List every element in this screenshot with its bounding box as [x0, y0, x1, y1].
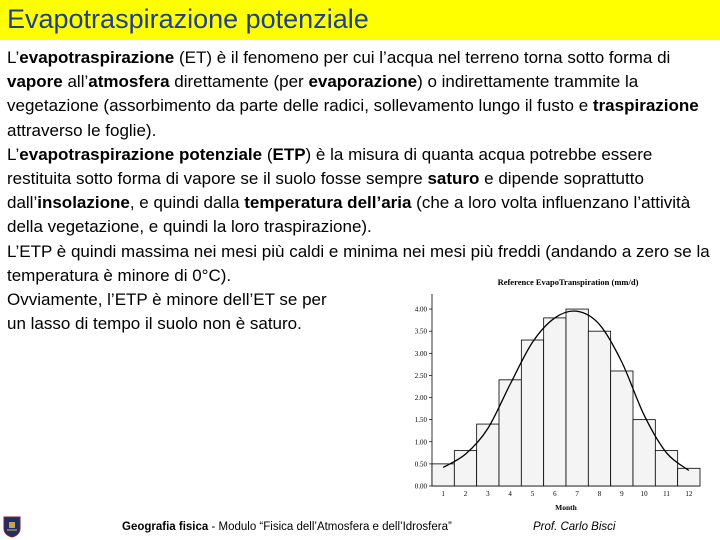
x-tick-label: 8 [597, 490, 602, 498]
bold-term: atmosfera [88, 72, 170, 92]
footer-course [122, 521, 452, 533]
y-tick-label: 3.00 [414, 349, 427, 358]
y-tick-label: 3.50 [414, 327, 427, 336]
etp-chart [400, 270, 705, 515]
bar [588, 331, 610, 486]
x-tick-label: 12 [685, 490, 693, 498]
text-run: (ET) è il fenomeno per cui l’acqua nel terreno torna sotto forma di [174, 48, 671, 67]
university-logo-icon [3, 516, 21, 538]
bold-term: vapore [7, 72, 63, 92]
footer-course-name: Geografia fisica [122, 521, 209, 533]
text-run: direttamente (per [169, 72, 309, 92]
y-tick-label: 1.50 [414, 416, 427, 425]
text-run: L’ [7, 144, 20, 164]
bar [454, 451, 476, 486]
text-run: (che a loro volta influenzano l’attività della vegetazione, e quindi la loro traspirazione). [7, 193, 691, 237]
bold-term: traspirazione [592, 96, 699, 116]
slide-title: Evapotraspirazione potenziale [7, 4, 369, 34]
paragraph [7, 46, 717, 143]
bold-term: saturo [427, 169, 480, 189]
y-tick-label: 1.00 [414, 438, 427, 447]
bold-term: evaporazione [308, 72, 418, 92]
bold-term: temperatura dell’aria [244, 193, 412, 213]
text-run: L’ [7, 48, 20, 67]
y-tick-label: 0.50 [414, 460, 427, 469]
bold-term: ETP [272, 144, 306, 164]
text-run: e dipende soprattutto dall’ [7, 169, 644, 213]
y-tick-label: 4.00 [414, 305, 427, 314]
text-run: all’ [62, 72, 89, 92]
bar [566, 309, 588, 486]
bold-term: evapotraspirazione potenziale [19, 144, 263, 164]
text-run: , e quindi dalla [129, 193, 245, 213]
bar [521, 340, 543, 486]
text-run: ( [262, 144, 273, 164]
bold-term: insolazione [37, 193, 130, 213]
title-bar [0, 0, 720, 40]
x-tick-label: 3 [486, 490, 490, 498]
x-tick-label: 7 [575, 490, 579, 498]
bold-term: evapotraspirazione [19, 48, 175, 67]
y-tick-label: 0.00 [414, 482, 427, 491]
bar [678, 468, 700, 486]
text-run: ) o indirettamente trammite la vegetazione (assorbimento da parte delle radici, sollevamento lungo il fusto e [7, 72, 639, 116]
text-run: L’ETP è quindi massima nei mesi più caldi e minima nei mesi più freddi (andando a zero se la temperatura è minore di 0°C). [7, 241, 710, 285]
x-tick-label: 9 [620, 490, 624, 498]
y-tick-label: 2.00 [414, 394, 427, 403]
x-tick-label: 4 [508, 490, 512, 498]
x-tick-label: 5 [530, 490, 535, 498]
footer-course-module: - Modulo “Fisica dell’Atmosfera e dell’Idrosfera” [208, 521, 452, 533]
bar [499, 380, 521, 486]
x-tick-label: 1 [441, 490, 445, 498]
x-axis-label: Month [555, 503, 577, 512]
x-tick-label: 11 [663, 490, 670, 498]
bar [611, 371, 633, 486]
x-tick-label: 6 [553, 490, 557, 498]
y-tick-label: 2.50 [414, 371, 427, 380]
text-run: un lasso di tempo il suolo non è saturo. [7, 314, 302, 334]
x-tick-label: 2 [463, 490, 468, 498]
chart-title: Reference EvapoTranspiration (mm/d) [497, 277, 639, 287]
footer-author: Prof. Carlo Bisci [533, 521, 616, 533]
x-tick-label: 10 [640, 490, 648, 498]
text-run: Ovviamente, l’ETP è minore dell’ET se per [7, 290, 327, 310]
bar [477, 424, 499, 486]
text-run: attraverso le foglie). [7, 120, 157, 140]
bar [655, 451, 677, 486]
text-run: ) è la misura di quanta acqua potrebbe essere restituita sotto forma di vapore se il suolo fosse sempre [7, 144, 653, 189]
paragraph [7, 143, 717, 240]
bar [544, 318, 566, 486]
